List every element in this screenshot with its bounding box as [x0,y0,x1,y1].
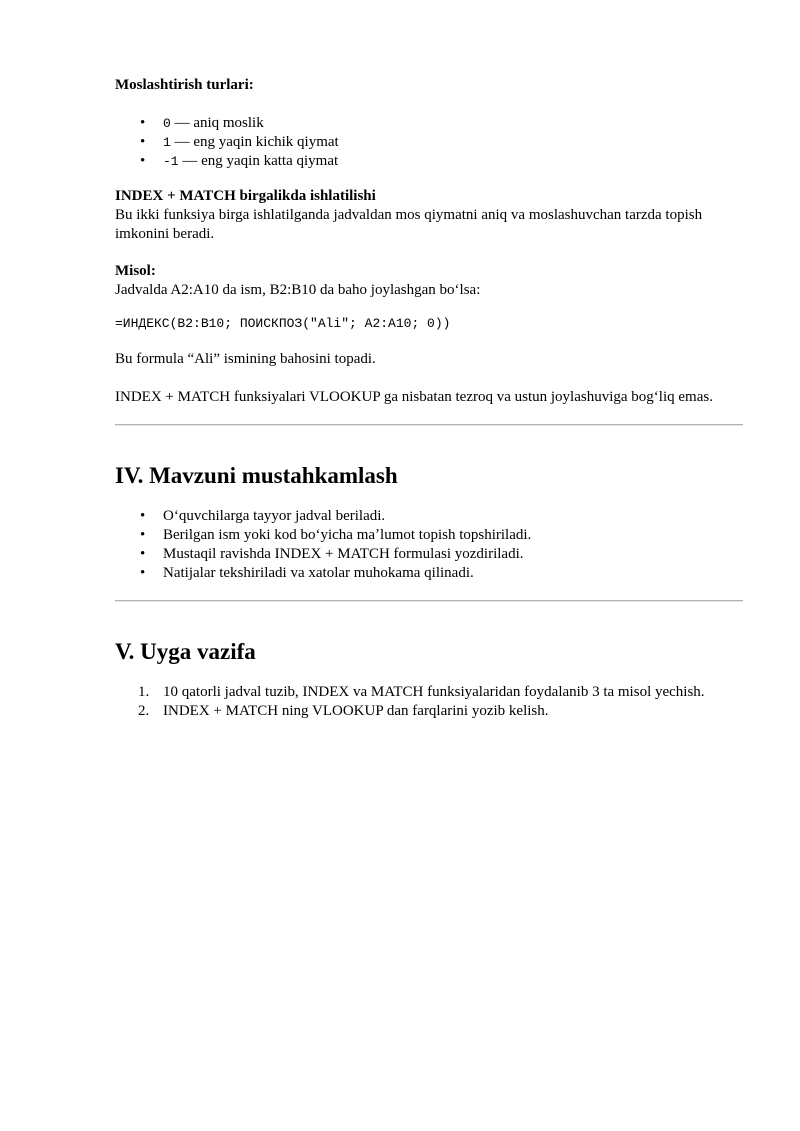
match-code: 0 [163,116,171,131]
consolidation-list [115,507,743,583]
combo-title: INDEX + MATCH birgalikda ishlatilishi [115,188,376,204]
document-page [115,76,743,721]
item-text: INDEX + MATCH ning VLOOKUP dan farqlarini yozib kelish. [163,703,549,719]
item-number: 1. [138,684,150,700]
match-description: — aniq moslik [170,115,264,131]
section-divider [115,424,743,426]
matching-types-list [115,114,743,171]
formula-result: Bu formula “Ali” ismining bahosini topadi. [115,351,376,367]
list-item [115,683,743,702]
match-code: -1 [163,154,179,169]
match-description: — eng yaqin katta qiymat [178,153,339,169]
list-item: • Oʻquvchilarga tayyor jadval beriladi. [115,507,743,526]
item-number: 2. [138,703,150,719]
example-text: Jadvalda A2:A10 da ism, B2:B10 da baho joylashgan boʻlsa: [115,282,481,298]
match-code: 1 [163,135,171,150]
item-text: 10 qatorli jadval tuzib, INDEX va MATCH funksiyalaridan foydalanib 3 ta misol yechish. [163,684,705,700]
list-item [115,152,743,171]
list-item: • Berilgan ism yoki kod boʻyicha maʼlumot topish topshiriladi. [115,526,743,545]
section-divider [115,600,743,602]
example-title: Misol: [115,263,156,279]
list-item: • Natijalar tekshiriladi va xatolar muhokama qilinadi. [115,564,743,583]
combo-text: Bu ikki funksiya birga ishlatilganda jadvaldan mos qiymatni aniq va moslashuvchan tarzda topish imkonini beradi. [115,207,703,242]
advantage-text: INDEX + MATCH funksiyalari VLOOKUP ga nisbatan tezroq va ustun joylashuviga bogʻliq emas. [115,389,713,405]
section-heading-iv: IV. Mavzuni mustahkamlash [115,463,398,488]
section-heading-v: V. Uyga vazifa [115,639,256,664]
list-item [115,702,743,721]
example-formula: =ИНДЕКС(B2:B10; ПОИСКПОЗ("Ali"; A2:A10; 0)) [115,316,451,331]
match-description: — eng yaqin kichik qiymat [170,134,339,150]
matching-types-title: Moslashtirish turlari: [115,77,254,93]
homework-list [115,683,743,721]
list-item: • Mustaqil ravishda INDEX + MATCH formulasi yozdiriladi. [115,545,743,564]
list-item [115,133,743,152]
list-item [115,114,743,133]
